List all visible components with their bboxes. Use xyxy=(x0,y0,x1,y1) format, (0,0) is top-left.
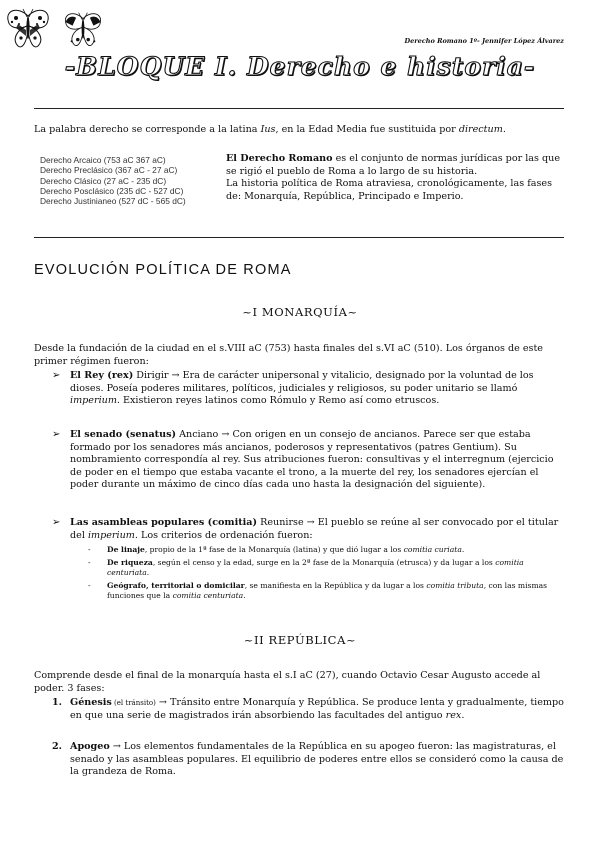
phase-item: 2. Apogeo → Los elementos fundamentales de la República en su apogeo fueron: las magistraturas, el senado y las asambleas populares. El equilibrio de poderes entre ellos se consideró como la causa de la grandeza de Roma. xyxy=(52,741,564,778)
period-item: Derecho Justinianeo (527 dC - 565 dC) xyxy=(40,196,186,207)
section-heading: EVOLUCIÓN POLÍTICA DE ROMA xyxy=(34,262,292,278)
arrow-bullet-icon: ➢ xyxy=(52,370,61,381)
period-item: Derecho Posclásico (235 dC - 527 dC) xyxy=(40,185,184,196)
arrow-bullet-icon: ➢ xyxy=(52,517,61,528)
criterio-item: - De linaje, propio de la 1ª fase de la Monarquía (latina) y que dió lugar a los comitia curiata. xyxy=(88,545,465,554)
asambleas-item: ➢ Las asambleas populares (comitia) Reunirse → El pueblo se reúne al ser convocado por el titular del imperium. Los criterios de ordenación fueron: xyxy=(52,517,559,541)
criterio-item: - Geógrafo, territorial o domicilar, se manifiesta en la República y da lugar a los comitia tributa, con las mismas funciones que la comitia centuriata. xyxy=(88,581,548,600)
period-item: Derecho Clásico (27 aC - 235 dC) xyxy=(40,175,167,186)
criterio-item: - De riqueza, según el censo y la edad, surge en la 2ª fase de la Monarquía (etrusca) y da lugar a los comitia centuriata. xyxy=(88,558,524,577)
senado-item: ➢ El senado (senatus) Anciano → Con origen en un consejo de ancianos. Parece ser que estaba formado por los senadores más ancianos, poderosos y representativos (patres Gentium). Su nombramiento correspondía al rey. Sus atribuciones fueron: consultivas y el interregnum (ejercicio de poder en el tiempo que estaba vacante el trono, a la muerte del rey, los senadores ejercían el poder durante un máximo de cinco días cada uno hasta la designación del siguiente). xyxy=(52,429,554,491)
period-item: Derecho Arcaico (753 aC 367 aC) xyxy=(40,155,166,165)
running-header: Derecho Romano 1º- Jennifer López Álvarez xyxy=(404,37,564,45)
monarquia-intro: Desde la fundación de la ciudad en el s.VIII aC (753) hasta finales del s.VI aC (510). Los órganos de este primer régimen fueron: xyxy=(34,343,543,367)
page-title: -BLOQUE I. Derecho e historia- xyxy=(64,52,536,81)
intro-paragraph: La palabra derecho se corresponde a la latina Ius, en la Edad Media fue sustituida por directum. xyxy=(34,124,506,135)
arrow-bullet-icon: ➢ xyxy=(52,429,61,440)
mid-divider xyxy=(34,237,564,238)
monarquia-heading: ~I MONARQUÍA~ xyxy=(242,305,358,319)
phase-item: 1. Génesis (el tránsito) → Tránsito entre Monarquía y República. Se produce lenta y gradualmente, tiempo en que una serie de magistrados irán absorbiendo las facultades del antiguo rex. xyxy=(52,697,564,721)
republica-intro: Comprende desde el final de la monarquía hasta el s.I aC (27), cuando Octavio Cesar Augusto accede al poder. 3 fases: xyxy=(34,670,541,694)
republica-heading: ~II REPÚBLICA~ xyxy=(243,633,357,647)
top-divider xyxy=(34,108,564,109)
butterfly-left-icon xyxy=(4,6,52,52)
periods-list xyxy=(40,155,186,206)
butterfly-right-icon xyxy=(62,10,104,50)
rey-item: ➢ El Rey (rex) Dirigir → Era de carácter unipersonal y vitalicio, designado por la voluntad de los dioses. Poseía poderes militares, políticos, judiciales y religiosos, su poder unitario se llamó imperium. Existieron reyes latinos como Rómulo y Remo así como etruscos. xyxy=(52,370,534,407)
roman-law-definition: El Derecho Romano es el conjunto de normas jurídicas por las que se rigió el pueblo de Roma a lo largo de su historia. La historia política de Roma atraviesa, cronológicamente, las fases de: Monarquía, República, Principado e Imperio. xyxy=(226,153,560,202)
period-item: Derecho Preclásico (367 aC - 27 aC) xyxy=(40,165,178,176)
